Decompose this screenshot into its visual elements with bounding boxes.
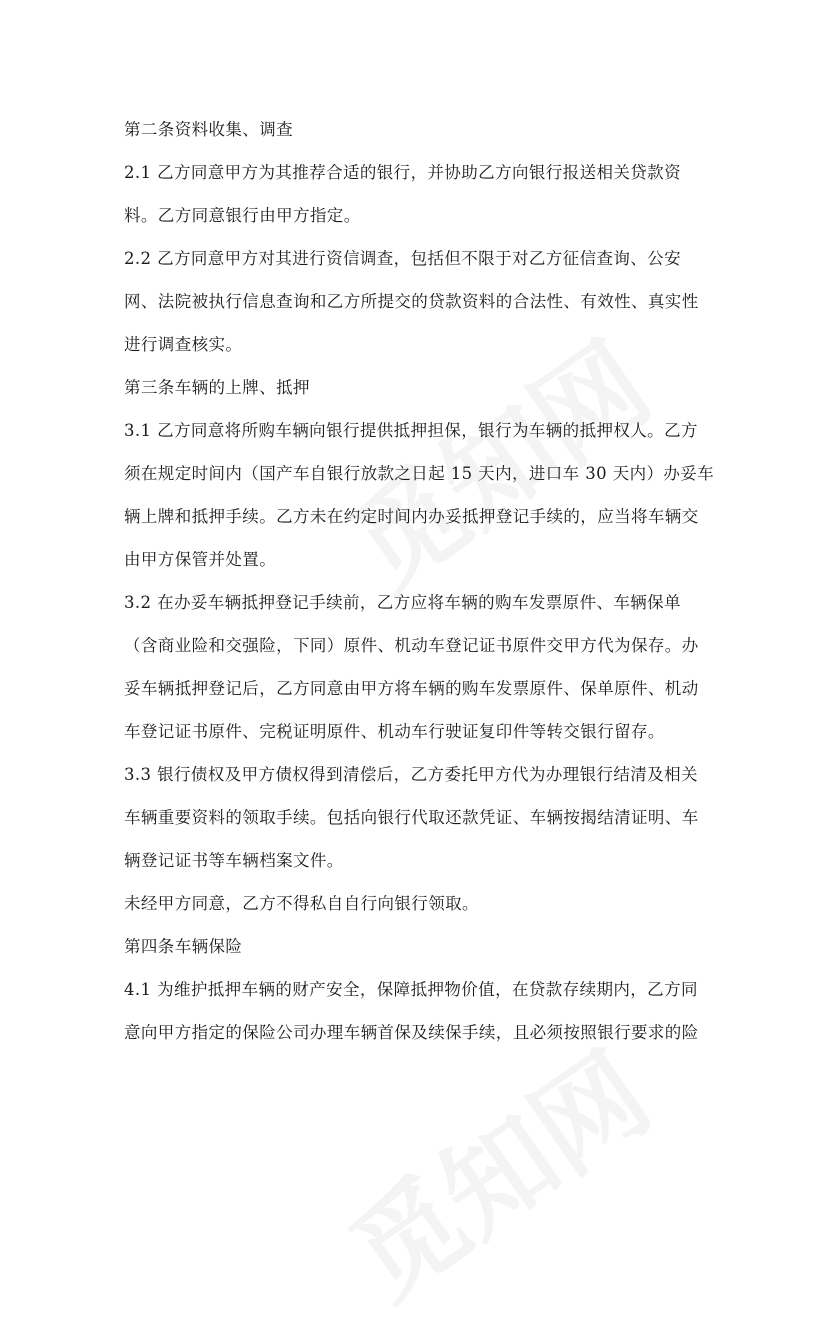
paragraph-line: 辆登记证书等车辆档案文件。	[124, 851, 344, 870]
paragraph-line: 2.1 乙方同意甲方为其推荐合适的银行，并协助乙方向银行报送相关贷款资	[124, 163, 681, 182]
paragraph-line: 4.1 为维护抵押车辆的财产安全，保障抵押物价值，在贷款存续期内，乙方同	[124, 980, 698, 999]
paragraph-line: 须在规定时间内（国产车自银行放款之日起 15 天内，进口车 30 天内）办妥车	[124, 464, 715, 483]
section-heading: 第二条资料收集、调查	[124, 120, 293, 139]
paragraph-line: （含商业险和交强险，下同）原件、机动车登记证书原件交甲方代为保存。办	[124, 636, 699, 655]
paragraph-line: 料。乙方同意银行由甲方指定。	[124, 206, 361, 225]
document-body	[124, 108, 714, 1054]
paragraph-line: 3.2 在办妥车辆抵押登记手续前，乙方应将车辆的购车发票原件、车辆保单	[124, 593, 681, 612]
paragraph-line: 3.3 银行债权及甲方债权得到清偿后，乙方委托甲方代为办理银行结清及相关	[124, 765, 698, 784]
paragraph-line: 网、法院被执行信息查询和乙方所提交的贷款资料的合法性、有效性、真实性	[124, 292, 699, 311]
paragraph-line: 未经甲方同意，乙方不得私自自行向银行领取。	[124, 894, 479, 913]
paragraph-line: 车登记证书原件、完税证明原件、机动车行驶证复印件等转交银行留存。	[124, 722, 665, 741]
paragraph-line: 妥车辆抵押登记后，乙方同意由甲方将车辆的购车发票原件、保单原件、机动	[124, 679, 699, 698]
section-heading: 第三条车辆的上牌、抵押	[124, 378, 310, 397]
paragraph-line: 车辆重要资料的领取手续。包括向银行代取还款凭证、车辆按揭结清证明、车	[124, 808, 699, 827]
paragraph-line: 进行调查核实。	[124, 335, 243, 354]
section-heading: 第四条车辆保险	[124, 937, 243, 956]
paragraph-line: 辆上牌和抵押手续。乙方未在约定时间内办妥抵押登记手续的，应当将车辆交	[124, 507, 699, 526]
paragraph-line: 意向甲方指定的保险公司办理车辆首保及续保手续，且必须按照银行要求的险	[124, 1023, 699, 1042]
paragraph-line: 2.2 乙方同意甲方对其进行资信调查，包括但不限于对乙方征信查询、公安	[124, 249, 681, 268]
watermark	[315, 1010, 676, 1328]
paragraph-line: 3.1 乙方同意将所购车辆向银行提供抵押担保，银行为车辆的抵押权人。乙方	[124, 421, 698, 440]
paragraph-line: 由甲方保管并处置。	[124, 550, 277, 569]
